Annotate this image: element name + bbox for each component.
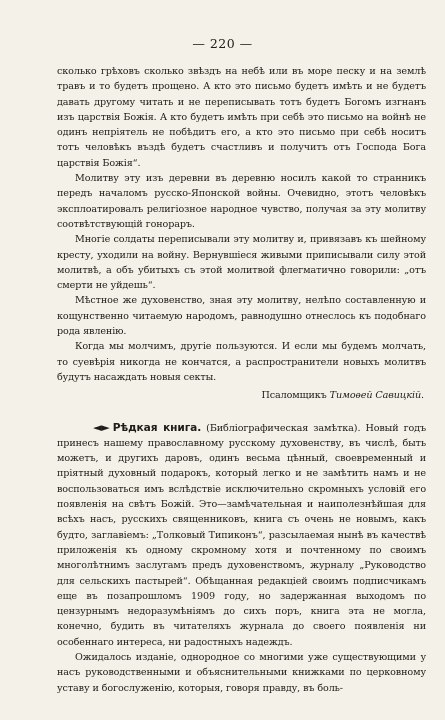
signature: [57, 388, 426, 403]
paragraph: Ожидалось изданіе, однородное со многими уже существующими у насъ руководственными и объяснительными книжками по церковному уставу и богослуженію, которыя, говоря правду, въ боль-: [57, 651, 426, 694]
section-paragraph: [57, 420, 426, 650]
section-mark-icon: ◄►: [93, 420, 110, 434]
section-text: (Библіографическая замѣтка). Новый годъ принесъ нашему православному русскому духовенству, въ числѣ, быть можетъ, и другихъ даровъ, одинъ весьма цѣнный, своевременный и пріятный духовный подарокъ, который легко и не замѣтить намъ и не воспользоваться имъ вслѣдствіе исключительно скромныхъ условій его появленія на свѣтъ Божій. Это—замѣчательная и наиполезнѣйшая для всѣхъ насъ, русскихъ священниковъ, книга съ очень не новымъ, какъ будто, заглавіемъ: „Толковый Типиконъ“, разсылаемая нынѣ въ качествѣ приложенія къ одному скромному хотя и почтенному по своимъ многолѣтнимъ заслугамъ предъ духовенствомъ, журналу „Руководство для сельскихъ пастырей“. Обѣщанная редакціей своимъ подписчикамъ еще въ позапрошломъ 1909 году, но задержанная выходомъ по цензурнымъ недоразумѣніямъ до сихъ поръ, книга эта не могла, конечно, будить въ читателяхъ журнала до своего появленія ни особеннаго интереса, ни радостныхъ надеждъ.: [57, 422, 426, 648]
paragraph: Мѣстное же духовенство, зная эту молитву, нелѣпо составленную и кощунственно читаемую народомъ, равнодушно отнеслось къ подобнаго рода явленію.: [57, 295, 426, 338]
section-title: Рѣдкая книга.: [112, 421, 202, 434]
section-spacer: [57, 404, 426, 420]
signature-name: Тимоѳей Савицкій.: [329, 390, 424, 402]
paragraph: Молитву эту изъ деревни въ деревню носилъ какой то странникъ передъ началомъ русско-Японской войны. Очевидно, этотъ человѣкъ эксплоатировалъ религіозное народное чувство, получая за эту молитву соотвѣтствующій гонораръ.: [57, 173, 426, 230]
paragraph: Когда мы молчимъ, другіе пользуются. И если мы будемъ молчать, то суевѣрія никогда не кончатся, а распространители новыхъ молитвъ будутъ насаждать новыя секты.: [57, 341, 426, 383]
body-text: [57, 64, 426, 696]
page-number: — 220 —: [192, 36, 253, 51]
paragraph: Многіе солдаты переписывали эту молитву и, привязавъ къ шейному кресту, уходили на войну. Вернувшіеся живыми приписывали силу этой молитвѣ, а объ убитыхъ съ этой молитвой флегматично говорили: „отъ смерти не уйдешь“.: [57, 234, 426, 292]
paragraph: сколько грѣховъ сколько звѣздъ на небѣ или въ море песку и на землѣ травъ и то будетъ прощено. А кто это письмо будетъ имѣть и не будетъ давать другому читать и не переписывать тотъ будетъ Богомъ изгнанъ изъ царствія Божія. А кто будетъ имѣть при себѣ это письмо на войнѣ не одинъ непріятель не побѣдитъ его, а кто это письмо при себѣ носитъ тотъ человѣкъ въздѣ будетъ счастливъ и получитъ отъ Господа Бога царствія Божія“.: [57, 66, 426, 169]
signature-prefix: Псаломщикъ: [261, 390, 327, 402]
